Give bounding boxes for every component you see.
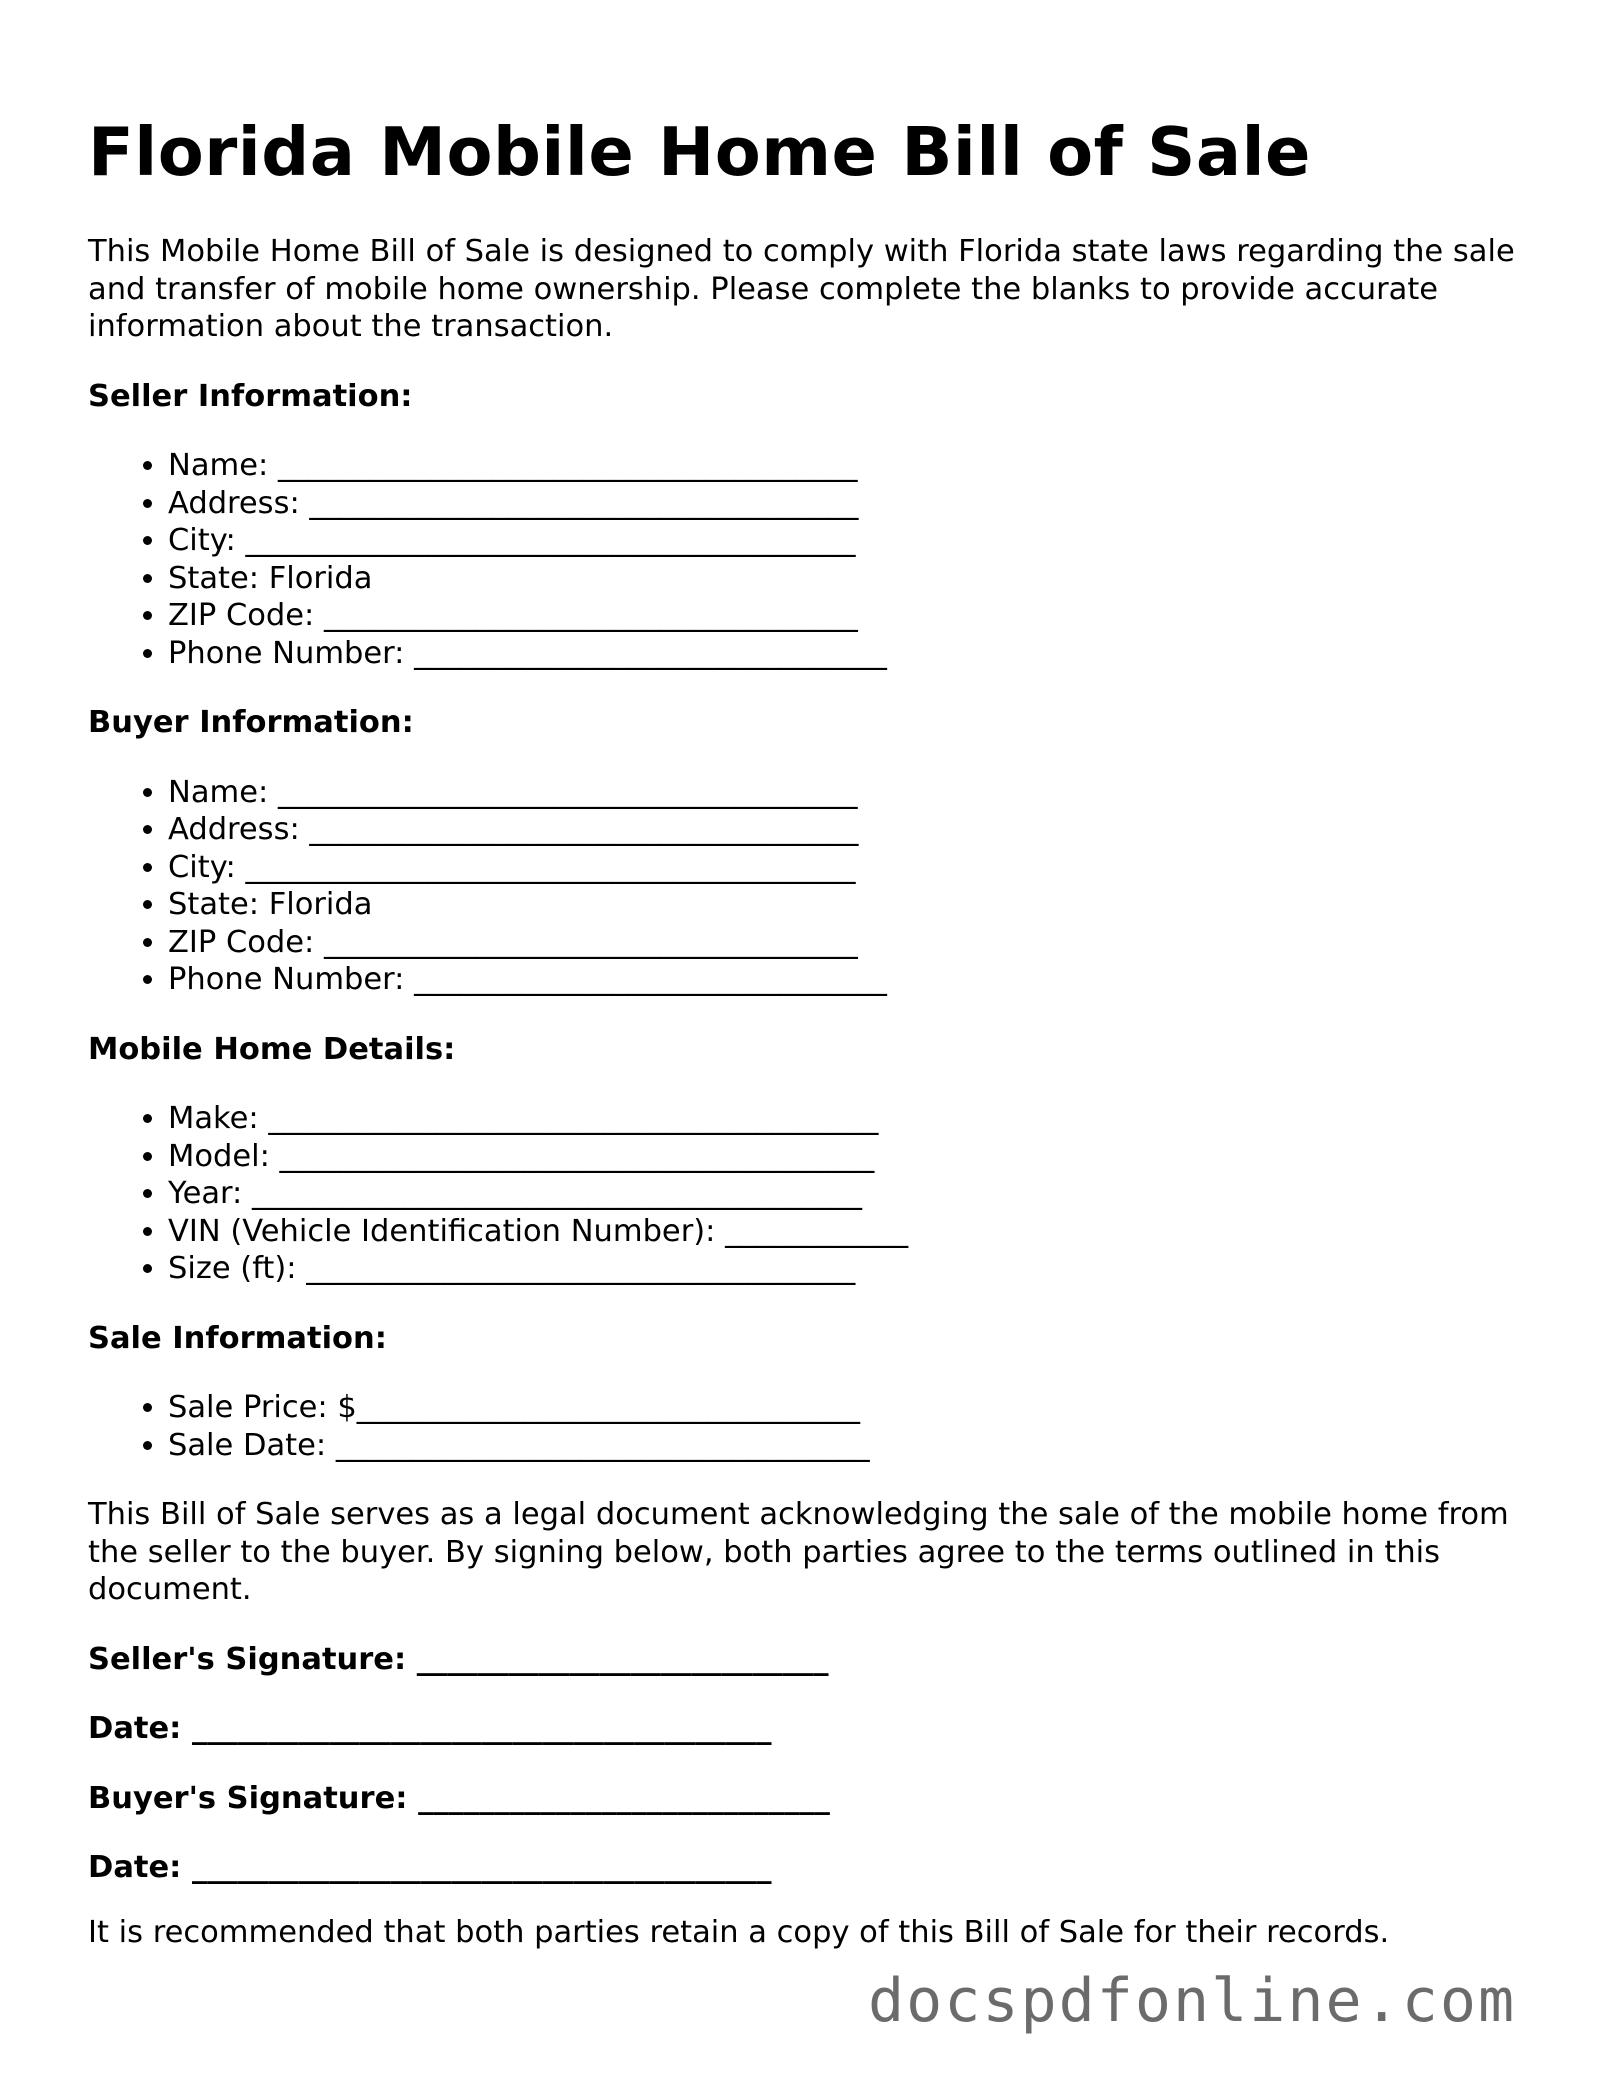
seller-phone-field: • Phone Number: _______________________________ — [168, 635, 1548, 673]
seller-address-field: • Address: ____________________________________ — [168, 485, 1548, 523]
seller-name-field: • Name: ______________________________________ — [168, 447, 1548, 485]
intro-paragraph: This Mobile Home Bill of Sale is designed to comply with Florida state laws regarding the sale and transfer of mobile home ownership. Please complete the blanks to provide accurate information about the transaction. — [88, 234, 1515, 344]
sale-section-heading: Sale Information: — [88, 1320, 387, 1356]
buyer-zip-field: • ZIP Code: ___________________________________ — [168, 924, 1548, 962]
vin-field: • VIN (Vehicle Identification Number): ____________ — [168, 1213, 1548, 1251]
sale-fields-list — [88, 1389, 1548, 1464]
buyer-name-field: • Name: ______________________________________ — [168, 774, 1548, 812]
size-field: • Size (ft): ____________________________________ — [168, 1250, 1548, 1288]
document-page — [88, 0, 1548, 1951]
buyer-date-line: Date: ______________________________________ — [88, 1850, 772, 1885]
final-note: It is recommended that both parties retain a copy of this Bill of Sale for their records. — [88, 1914, 1390, 1950]
make-field: • Make: ________________________________________ — [168, 1100, 1548, 1138]
closing-paragraph: This Bill of Sale serves as a legal document acknowledging the sale of the mobile home from the seller to the buyer. By signing below, both parties agree to the terms outlined in this document. — [88, 1497, 1509, 1607]
mobile-home-section-heading: Mobile Home Details: — [88, 1031, 456, 1067]
sale-date-field: • Sale Date: ___________________________________ — [168, 1427, 1548, 1465]
page-title: Florida Mobile Home Bill of Sale — [88, 113, 1311, 191]
seller-city-field: • City: ________________________________________ — [168, 522, 1548, 560]
buyer-fields-list — [88, 774, 1548, 999]
seller-section-heading: Seller Information: — [88, 378, 413, 414]
model-field: • Model: _______________________________________ — [168, 1138, 1548, 1176]
buyer-phone-field: • Phone Number: _______________________________ — [168, 961, 1548, 999]
buyer-address-field: • Address: ____________________________________ — [168, 811, 1548, 849]
buyer-city-field: • City: ________________________________________ — [168, 849, 1548, 887]
seller-signature-line: Seller's Signature: ___________________________ — [88, 1641, 829, 1677]
seller-date-line: Date: ______________________________________ — [88, 1711, 772, 1746]
buyer-section-heading: Buyer Information: — [88, 705, 414, 740]
year-field: • Year: ________________________________________ — [168, 1175, 1548, 1213]
buyer-signature-line: Buyer's Signature: ___________________________ — [88, 1780, 830, 1816]
mobile-home-fields-list — [88, 1100, 1548, 1288]
watermark: docspdfonline.com — [868, 1966, 1517, 2036]
seller-zip-field: • ZIP Code: ___________________________________ — [168, 597, 1548, 635]
seller-state-field: • State: Florida — [168, 560, 1548, 598]
sale-price-field: • Sale Price: $_________________________________ — [168, 1389, 1548, 1427]
buyer-state-field: • State: Florida — [168, 886, 1548, 924]
seller-fields-list — [88, 447, 1548, 672]
